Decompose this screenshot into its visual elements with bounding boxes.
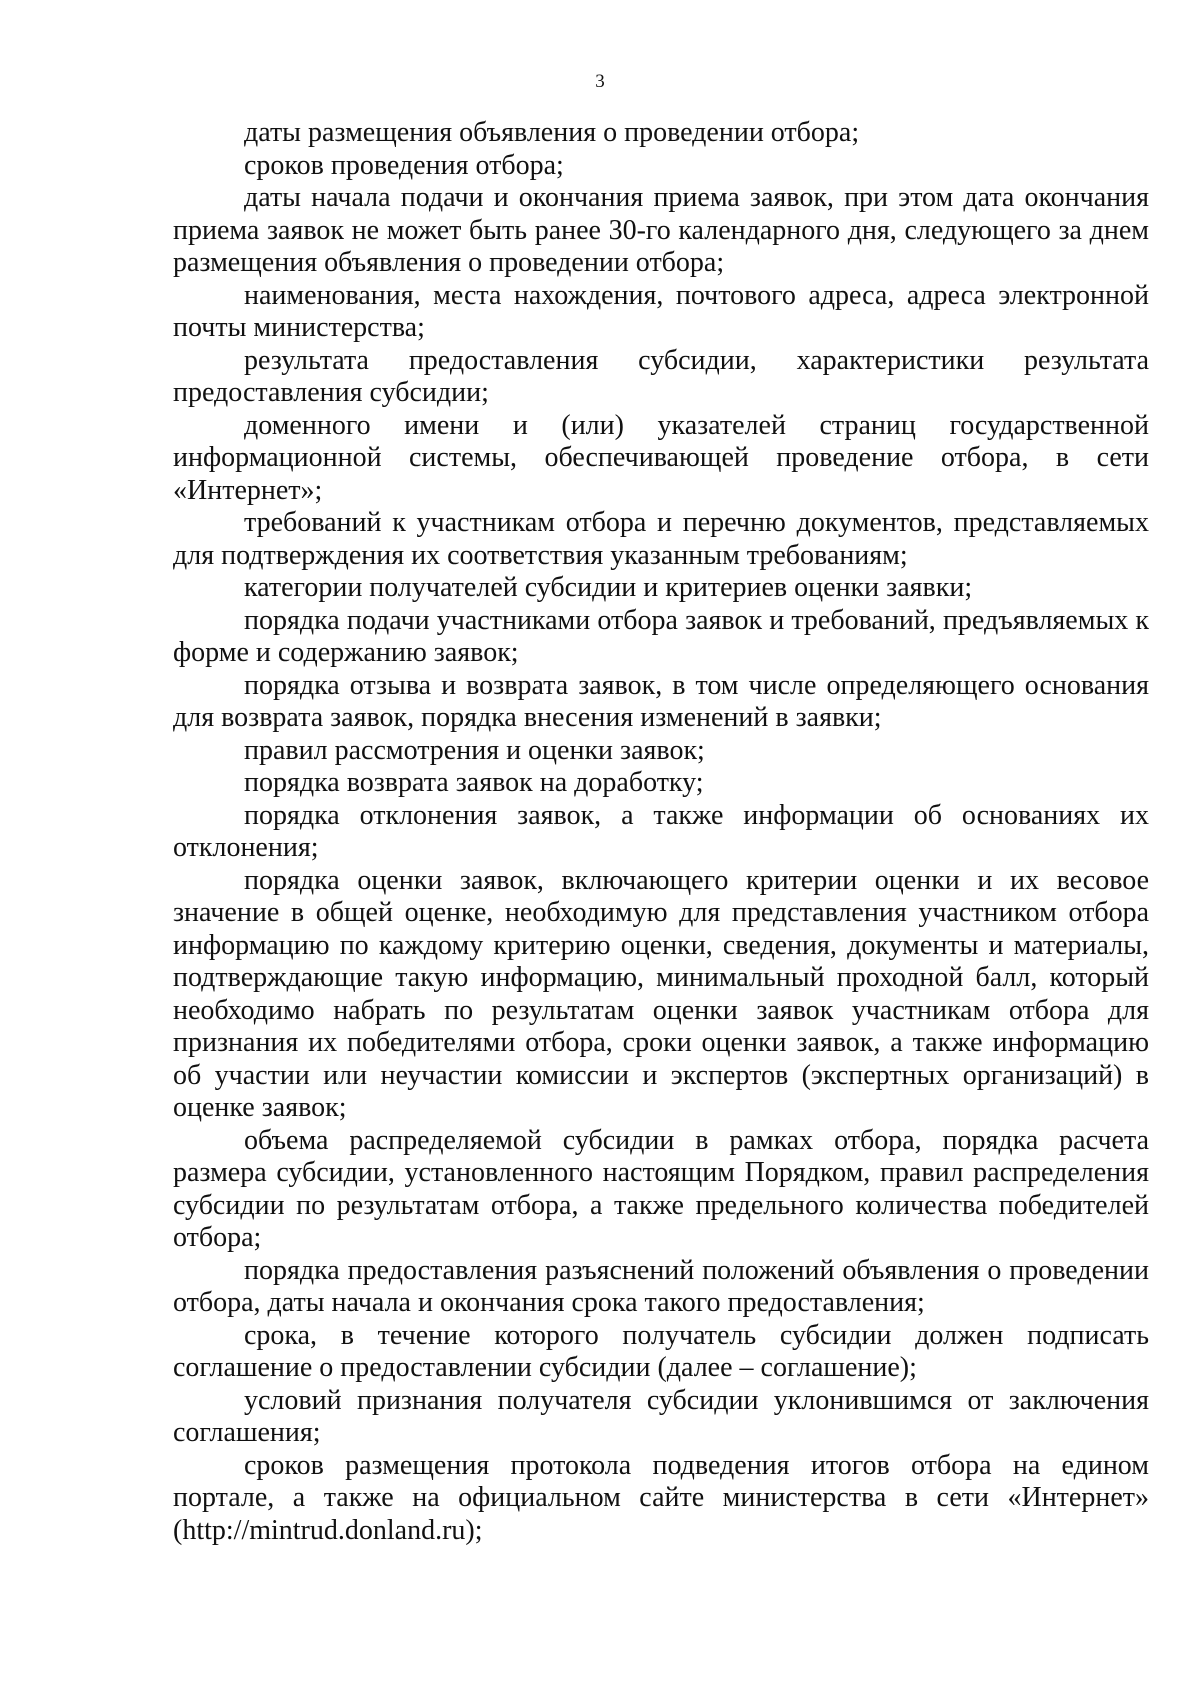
paragraph: категории получателей субсидии и критериев оценки заявки; (244, 572, 973, 603)
document-body (173, 117, 1149, 1547)
paragraph: порядка возврата заявок на доработку; (244, 767, 704, 798)
paragraph: порядка отзыва и возврата заявок, в том числе определяющего основания для возврата заявок, порядка внесения изменений в заявки; (173, 669, 1149, 733)
paragraph: наименования, места нахождения, почтового адреса, адреса электронной почты министерства; (173, 279, 1149, 343)
paragraph: даты размещения объявления о проведении отбора; (244, 117, 860, 148)
paragraph: сроков проведения отбора; (244, 149, 564, 181)
paragraph: даты начала подачи и окончания приема заявок, при этом дата окончания приема заявок не может быть ранее 30-го календарного дня, следующего за днем размещения объявления о проведении отбора; (173, 182, 1149, 278)
paragraph: срока, в течение которого получатель субсидии должен подписать соглашение о предоставлении субсидии (далее – соглашение); (173, 1319, 1149, 1383)
paragraph: порядка оценки заявок, включающего критерии оценки и их весовое значение в общей оценке, необходимую для представления участником отбора информацию по каждому критерию оценки, сведения, документы и материалы, подтверждающие такую информацию, минимальный проходной балл, который необходимо набрать по результатам оценки заявок участникам отбора для признания их победителями отбора, сроки оценки заявок, а также информацию об участии или неучастии комиссии и экспертов (экспертных организаций) в оценке заявок; (173, 864, 1149, 1123)
paragraph: доменного имени и (или) указателей страниц государственной информационной системы, обеспечивающей проведение отбора, в сети «Интернет»; (173, 409, 1149, 506)
paragraph: требований к участникам отбора и перечню документов, представляемых для подтверждения их соответствия указанным требованиям; (173, 507, 1149, 571)
paragraph: правил рассмотрения и оценки заявок; (244, 734, 705, 766)
paragraph: порядка подачи участниками отбора заявок и требований, предъявляемых к форме и содержанию заявок; (173, 604, 1149, 668)
paragraph: объема распределяемой субсидии в рамках отбора, порядка расчета размера субсидии, установленного настоящим Порядком, правил распределения субсидии по результатам отбора, а также предельного количества победителей отбора; (173, 1124, 1149, 1253)
paragraph: результата предоставления субсидии, характеристики результата предоставления субсидии; (173, 344, 1149, 408)
paragraph: порядка отклонения заявок, а также информации об основаниях их отклонения; (173, 799, 1149, 863)
page-number: 3 (595, 71, 605, 92)
paragraph: условий признания получателя субсидии уклонившимся от заключения соглашения; (173, 1384, 1149, 1448)
paragraph: порядка предоставления разъяснений положений объявления о проведении отбора, даты начала и окончания срока такого предоставления; (173, 1254, 1149, 1318)
paragraph: сроков размещения протокола подведения итогов отбора на едином портале, а также на официальном сайте министерства в сети «Интернет» (http://mintrud.donland.ru); (173, 1449, 1149, 1546)
